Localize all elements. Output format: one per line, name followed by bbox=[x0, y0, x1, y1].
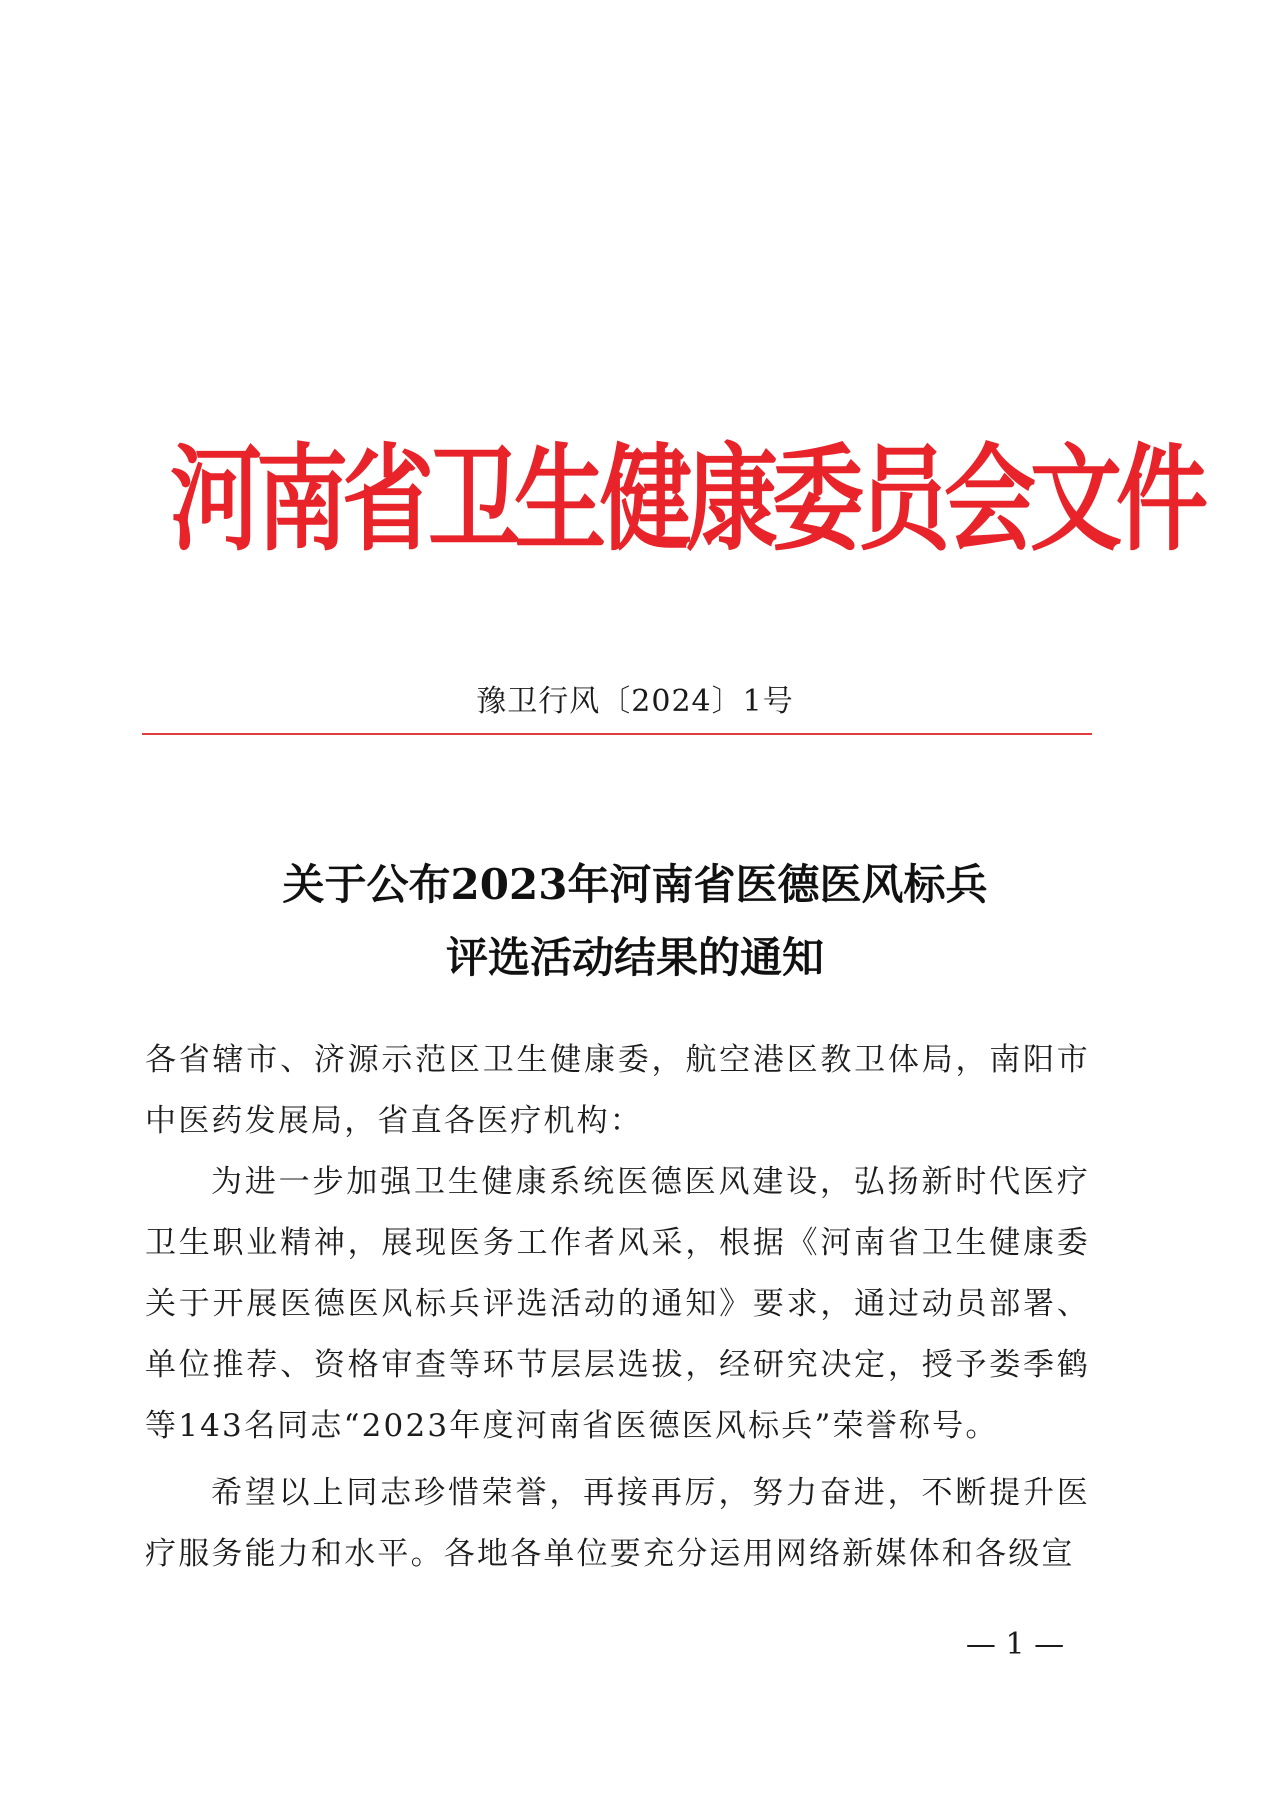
notice-title-line-2: 评选活动结果的通知 bbox=[445, 933, 824, 982]
body-paragraph-1: 为进一步加强卫生健康系统医德医风建设，弘扬新时代医疗卫生职业精神，展现医务工作者风采，根据《河南省卫生健康委关于开展医德医风标兵评选活动的通知》要求，通过动员部署、单位推荐、资格审查等环节层层选拔，经研究决定，授予娄季鹤等143名同志“2023年度河南省医德医风标兵”荣誉称号。 bbox=[145, 1164, 1090, 1444]
notice-body bbox=[145, 1030, 1090, 1585]
salutation: 各省辖市、济源示范区卫生健康委，航空港区教卫体局，南阳市中医药发展局，省直各医疗机构： bbox=[145, 1042, 1090, 1139]
body-paragraph-2: 希望以上同志珍惜荣誉，再接再厉，努力奋进，不断提升医疗服务能力和水平。各地各单位要充分运用网络新媒体和各级宣 bbox=[145, 1475, 1090, 1572]
notice-title-line-1: 关于公布2023年河南省医德医风标兵 bbox=[282, 860, 988, 909]
red-divider-line bbox=[142, 733, 1092, 735]
document-number: 豫卫行风〔2024〕1号 bbox=[476, 684, 794, 719]
document-masthead: 河南省卫生健康委员会文件 bbox=[170, 432, 1203, 567]
page-number: — 1 — bbox=[965, 1627, 1065, 1662]
